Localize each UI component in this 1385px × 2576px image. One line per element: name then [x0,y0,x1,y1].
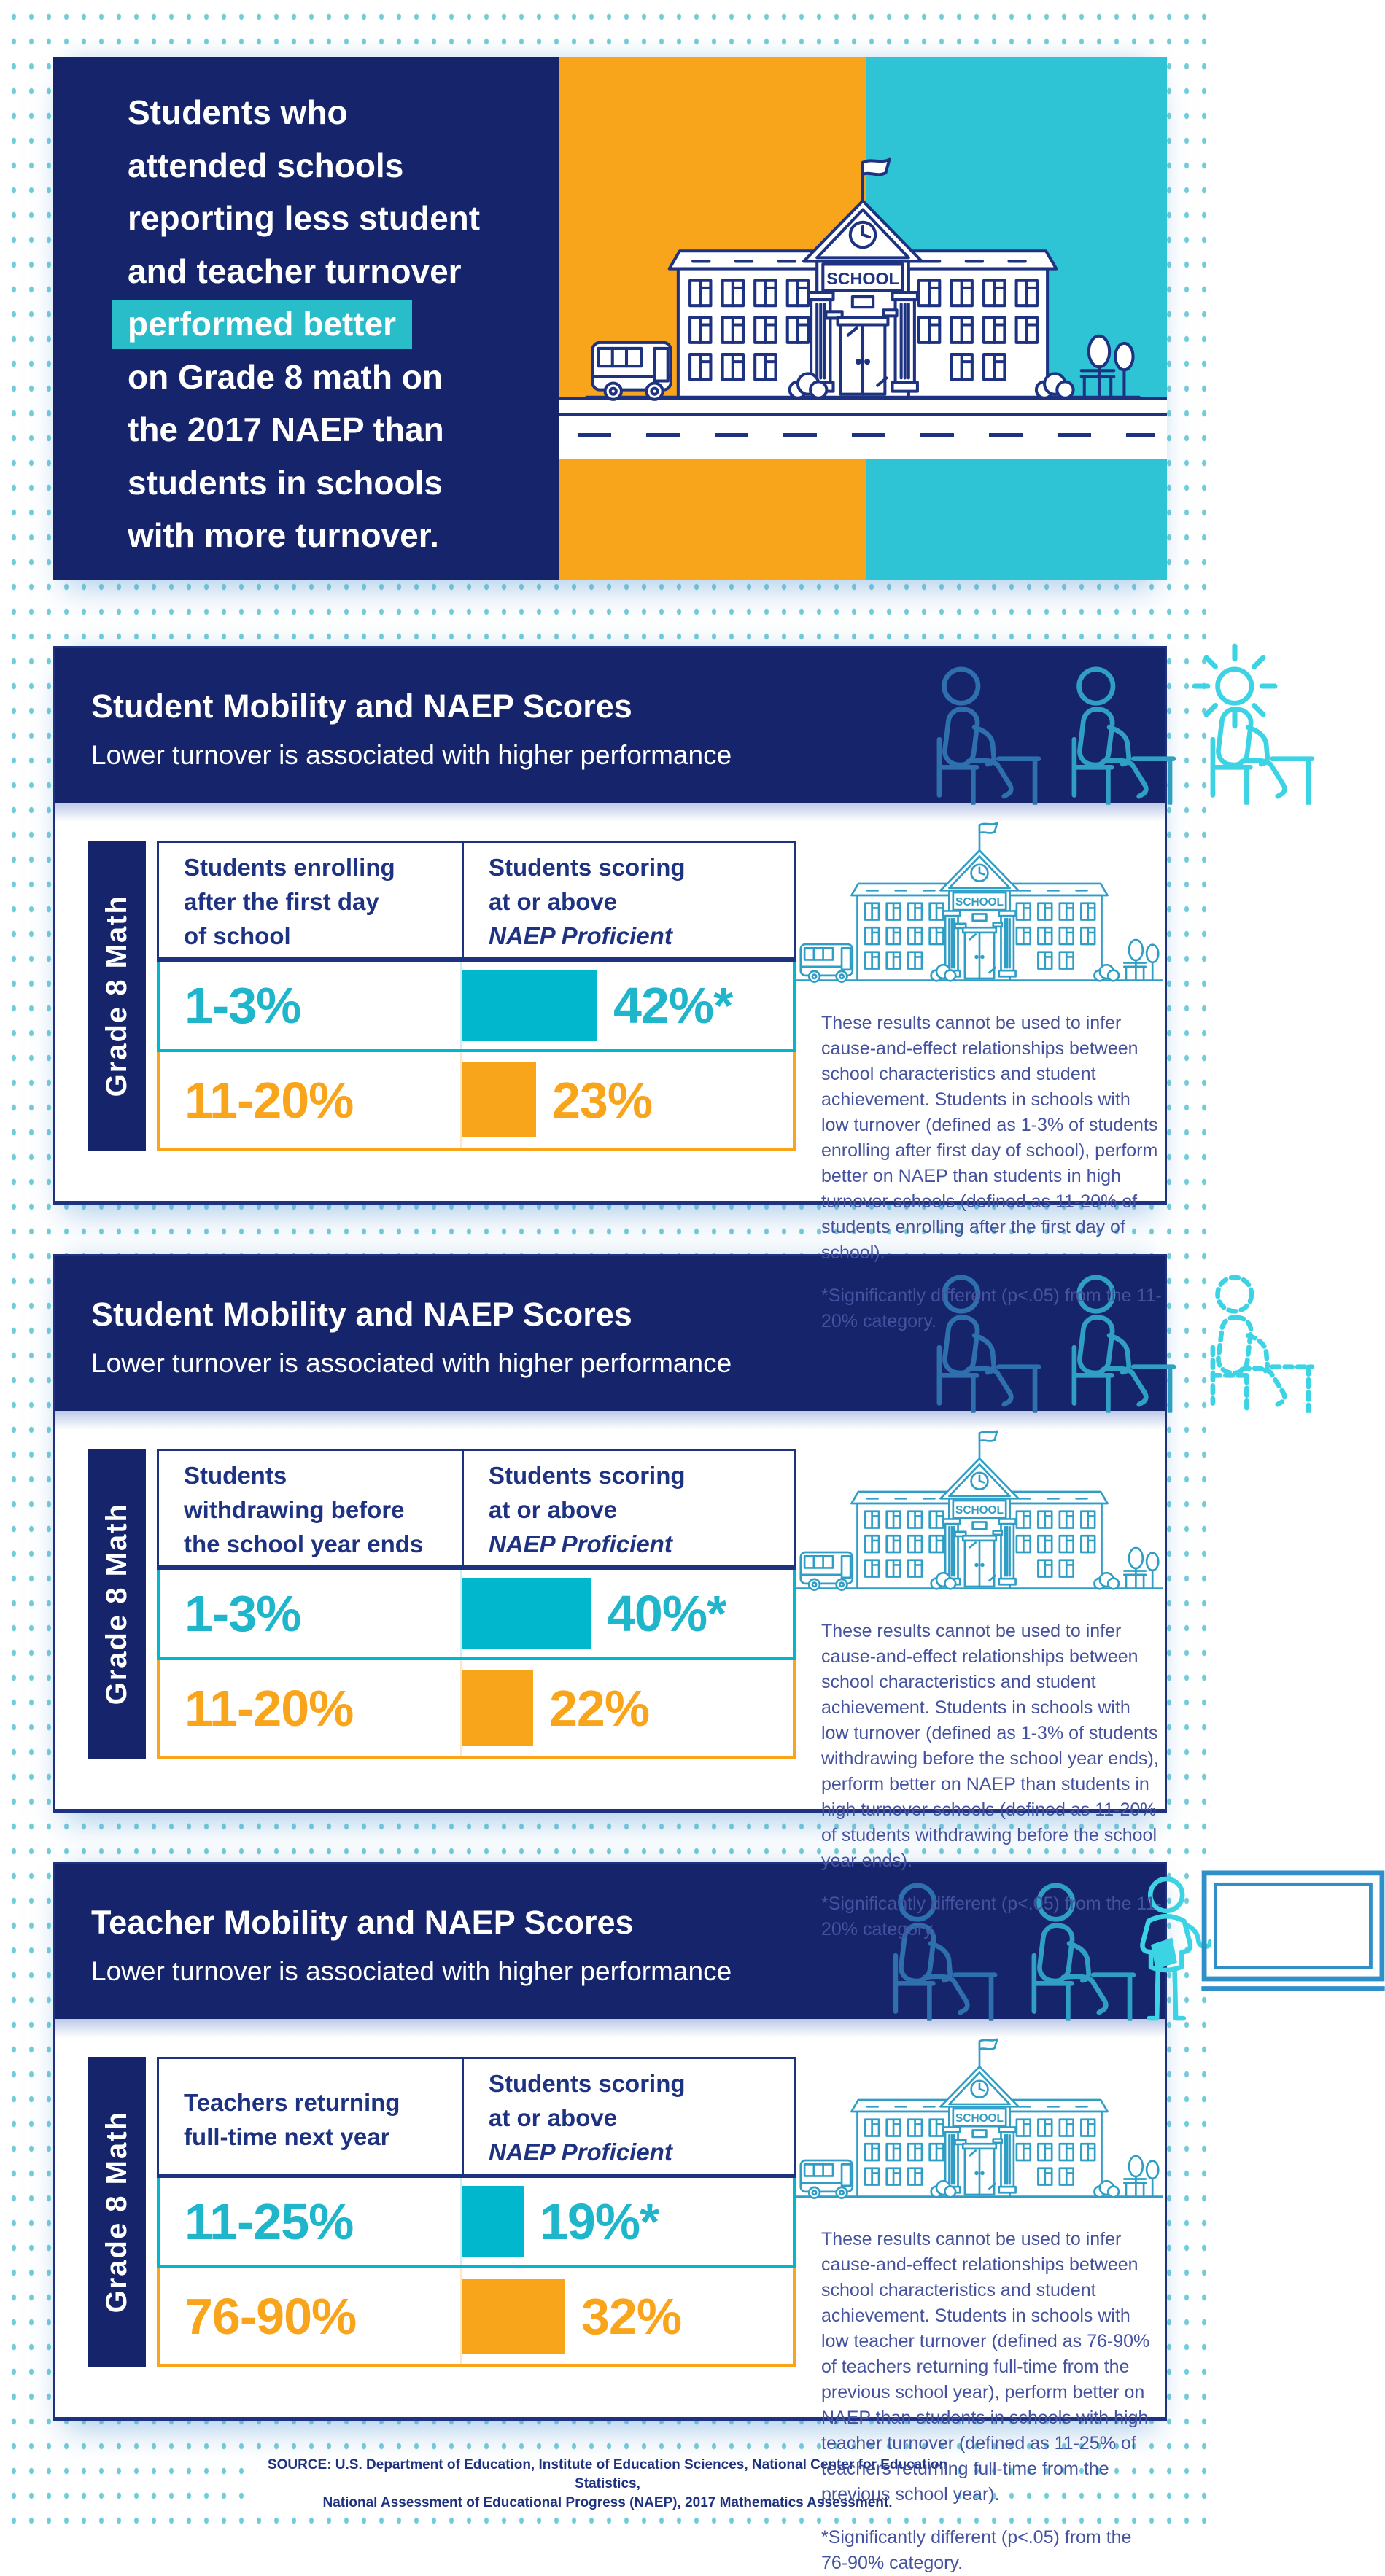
panel-title: Student Mobility and NAEP Scores [91,1296,632,1333]
table-row-low-turnover [157,962,796,1052]
value-bar [462,2279,565,2354]
table-row-low-turnover [157,2268,796,2367]
table-row-high-turnover [157,1660,796,1759]
value-bar [462,2186,524,2257]
source-line: SOURCE: U.S. Department of Education, Institute of Education Sciences, National Center for Education Statistics, [267,2457,948,2491]
hero-banner [53,57,1167,580]
grade-8-math-label: Grade 8 Math [88,841,146,1151]
value-cell [462,2178,793,2265]
panel-title: Student Mobility and NAEP Scores [91,688,632,725]
column-header-scores: Students scoring at or above NAEP Proficient [489,2070,686,2166]
range-cell: 11-25% [160,2178,462,2265]
grade-8-math-label: Grade 8 Math [88,2057,146,2367]
value-label: 40%* [607,1585,726,1642]
grade-8-math-label: Grade 8 Math [88,1449,146,1759]
column-header-scores: Students scoring at or above NAEP Proficient [489,854,686,949]
value-label: 23% [552,1071,653,1129]
value-label: 42%* [613,977,733,1034]
table-row-low-turnover [157,1570,796,1660]
hero-text-line: the 2017 NAEP than [128,410,444,448]
value-cell [462,962,793,1049]
value-label: 22% [549,1679,650,1737]
column-header-turnover: Students enrolling after the first day of school [159,843,464,957]
value-label: 32% [581,2287,682,2345]
hero-text-line: reporting less student [128,199,481,237]
value-label: 19%* [540,2193,659,2250]
panel-subtitle: Lower turnover is associated with higher performance [91,1348,732,1378]
significance-footnote: *Significantly different (p<.05) from the 11-20% category. [821,1894,1162,1939]
range-cell: 76-90% [160,2268,462,2364]
value-cell [462,1052,793,1148]
caveat-paragraph: These results cannot be used to infer cause-and-effect relationships between school characteristics and student achievement. Students in schools with low turnover (defined as 1-3% of students enrolling after first day of school), perform better on NAEP than students in high turnover schools (defined as 11-20% of students enrolling after the first day of school). [821,1013,1158,1263]
value-cell [462,1570,793,1657]
column-header-scores: Students scoring at or above NAEP Proficient [489,1462,686,1557]
column-header-turnover: Teachers returning full-time next year [159,2059,464,2174]
highlight-box: performed better [112,300,412,349]
data-table [157,2057,796,2367]
value-bar [462,1578,591,1649]
table-header-row [157,841,796,962]
data-table [157,841,796,1151]
table-row-high-turnover [157,2178,796,2268]
range-cell: 1-3% [160,1570,462,1657]
school-building-icon [794,1403,1165,1598]
departed-student-dashed-icon [1195,1272,1316,1413]
panel-header [55,648,1165,803]
data-table [157,1449,796,1759]
chalkboard-icon [1201,1870,1385,2001]
table-header-row [157,1449,796,1570]
hero-text-line-highlighted [128,297,480,351]
hero-text-line: and teacher turnover [128,252,462,290]
road-dashed-centerline [578,433,1155,437]
column-header-turnover: Students withdrawing before the school year ends [159,1451,464,1565]
table-row-high-turnover [157,1052,796,1151]
value-cell [462,1660,793,1756]
panel-subtitle: Lower turnover is associated with higher performance [91,740,732,770]
value-bar [462,1062,536,1137]
significance-footnote: *Significantly different (p<.05) from the 76-90% category. [821,2527,1132,2573]
hero-text-line: attended schools [128,146,404,184]
hero-text-line: students in schools [128,463,443,502]
school-building-icon [794,795,1165,990]
hero-text-line: with more turnover. [128,516,439,554]
table-header-row [157,2057,796,2178]
caveat-text [821,2227,1163,2576]
value-cell [462,2268,793,2364]
hero-text-line: Students who [128,93,348,131]
caveat-paragraph: These results cannot be used to infer cause-and-effect relationships between school characteristics and student achievement. Students in schools with low teacher turnover (defined as 76-90% of teachers returning full-time from the previous school year), perform better on NAEP than students in schools with high teacher turnover (defined as 11-25% of teachers returning full-time from the previous school year). [821,2229,1150,2505]
caveat-paragraph: These results cannot be used to infer cause-and-effect relationships between school characteristics and student achievement. Students in schools with low turnover (defined as 1-3% of students withdrawing before the school year ends), perform better on NAEP than students in high turnover schools (defined as 11-20% of students withdrawing before the school year ends). [821,1621,1159,1871]
school-building-icon [582,117,1144,412]
hero-statement [128,86,480,562]
school-building-icon [794,2011,1165,2206]
range-cell: 11-20% [160,1052,462,1148]
panel-title: Teacher Mobility and NAEP Scores [91,1904,634,1941]
panel-student-mobility-enrolling [53,646,1167,1331]
panel-subtitle: Lower turnover is associated with higher performance [91,1956,732,1986]
source-line: National Assessment of Educational Progress (NAEP), 2017 Mathematics Assessment. [322,2495,893,2510]
range-cell: 11-20% [160,1660,462,1756]
range-cell: 1-3% [160,962,462,1049]
significance-footnote: *Significantly different (p<.05) from the 11-20% category. [821,1285,1162,1331]
value-bar [462,1670,533,1746]
value-bar [462,970,597,1041]
sun-rays-icon [1190,641,1280,731]
hero-text-line: on Grade 8 math on [128,357,443,396]
road-curb-line [559,413,1167,416]
